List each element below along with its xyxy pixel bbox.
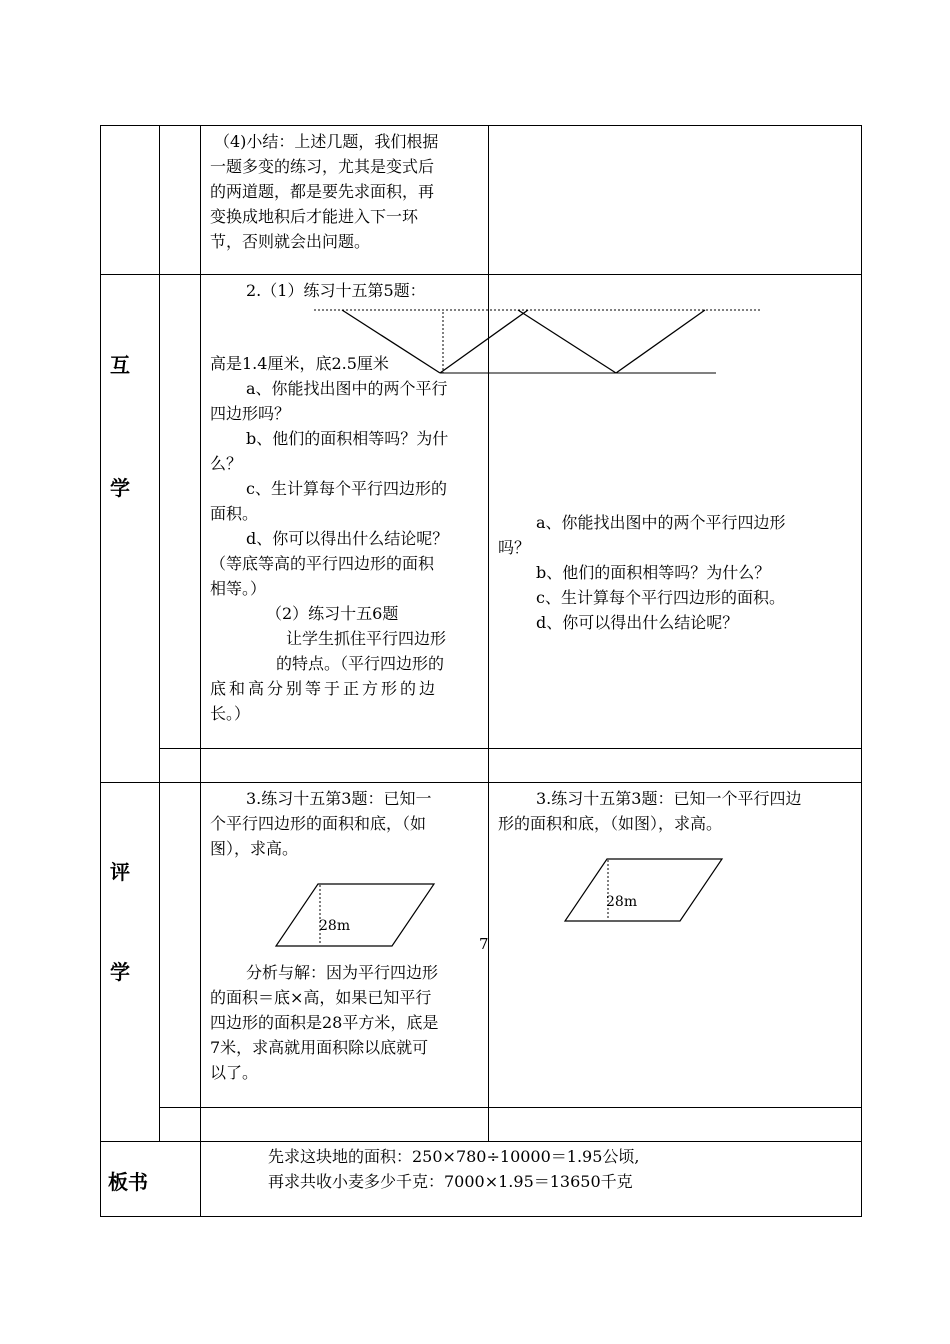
figure-base-label: 7 [479, 935, 489, 953]
note-line: 让学生抓住平行四边形 [286, 629, 447, 648]
question-line: 面积。 [210, 504, 259, 523]
question-line: d、你可以得出什么结论呢？ [246, 529, 449, 548]
analysis-line: 7米，求高就用面积除以底就可 [210, 1038, 429, 1057]
summary-line: 的两道题，都是要先求面积，再 [210, 182, 435, 201]
question-line: 四边形吗？ [210, 404, 291, 423]
exercise-title: 3.练习十五第3题：已知一 [246, 789, 432, 808]
student-question-line: a、你能找出图中的两个平行四边形 [536, 513, 786, 532]
summary-line: 变换成地积后才能进入下一环 [210, 207, 419, 226]
board-line: 再求共收小麦多少千克：7000×1.95＝13650千克 [268, 1172, 633, 1191]
student-question-line: c、生计算每个平行四边形的面积。 [536, 588, 785, 607]
summary-line: 一题多变的练习，尤其是变式后 [210, 157, 435, 176]
section-label-xue: 学 [110, 476, 130, 500]
student-question-line: 吗？ [498, 538, 531, 557]
figure-area-label: 28m [319, 918, 351, 934]
note-line: 底和高分别等于正方形的边 [210, 679, 439, 698]
student-exercise-line: 形的面积和底，（如图），求高。 [498, 814, 723, 833]
exercise-line: 图），求高。 [210, 839, 299, 858]
question-line: a、你能找出图中的两个平行 [246, 379, 448, 398]
analysis-line: 的面积＝底×高，如果已知平行 [210, 988, 432, 1007]
board-line: 先求这块地的面积：250×780÷10000＝1.95公顷, [268, 1147, 640, 1166]
figure-dimensions: 高是1.4厘米，底2.5厘米 [210, 354, 389, 373]
summary-line: 节，否则就会出问题。 [210, 232, 371, 251]
question-line: 么？ [210, 454, 243, 473]
note-line: 长。） [210, 704, 251, 723]
analysis-line: 分析与解：因为平行四边形 [246, 963, 439, 982]
section-label-hu: 互 [110, 353, 130, 377]
exercise-title: 2.（1）练习十五第5题： [246, 281, 426, 300]
analysis-line: 以了。 [210, 1063, 259, 1082]
exercise-title: （2）练习十五6题 [266, 604, 399, 623]
question-line: c、生计算每个平行四边形的 [246, 479, 447, 498]
section-label-xue: 学 [110, 960, 130, 984]
exercise-line: 个平行四边形的面积和底，（如 [210, 814, 427, 833]
student-question-line: d、你可以得出什么结论呢？ [536, 613, 739, 632]
question-line: b、他们的面积相等吗？为什 [246, 429, 449, 448]
note-line: 的特点。（平行四边形的 [276, 654, 445, 673]
figure-area-label: 28m [606, 894, 638, 910]
analysis-line: 四边形的面积是28平方米，底是 [210, 1013, 439, 1032]
section-label-ping: 评 [110, 860, 130, 884]
section-label-banshu: 板书 [108, 1170, 148, 1194]
summary-line: （4)小结：上述几题，我们根据 [214, 132, 439, 151]
student-exercise-line: 3.练习十五第3题：已知一个平行四边 [536, 789, 802, 808]
question-line: （等底等高的平行四边形的面积 [210, 554, 435, 573]
question-line: 相等。） [210, 579, 267, 598]
student-question-line: b、他们的面积相等吗？为什么？ [536, 563, 771, 582]
